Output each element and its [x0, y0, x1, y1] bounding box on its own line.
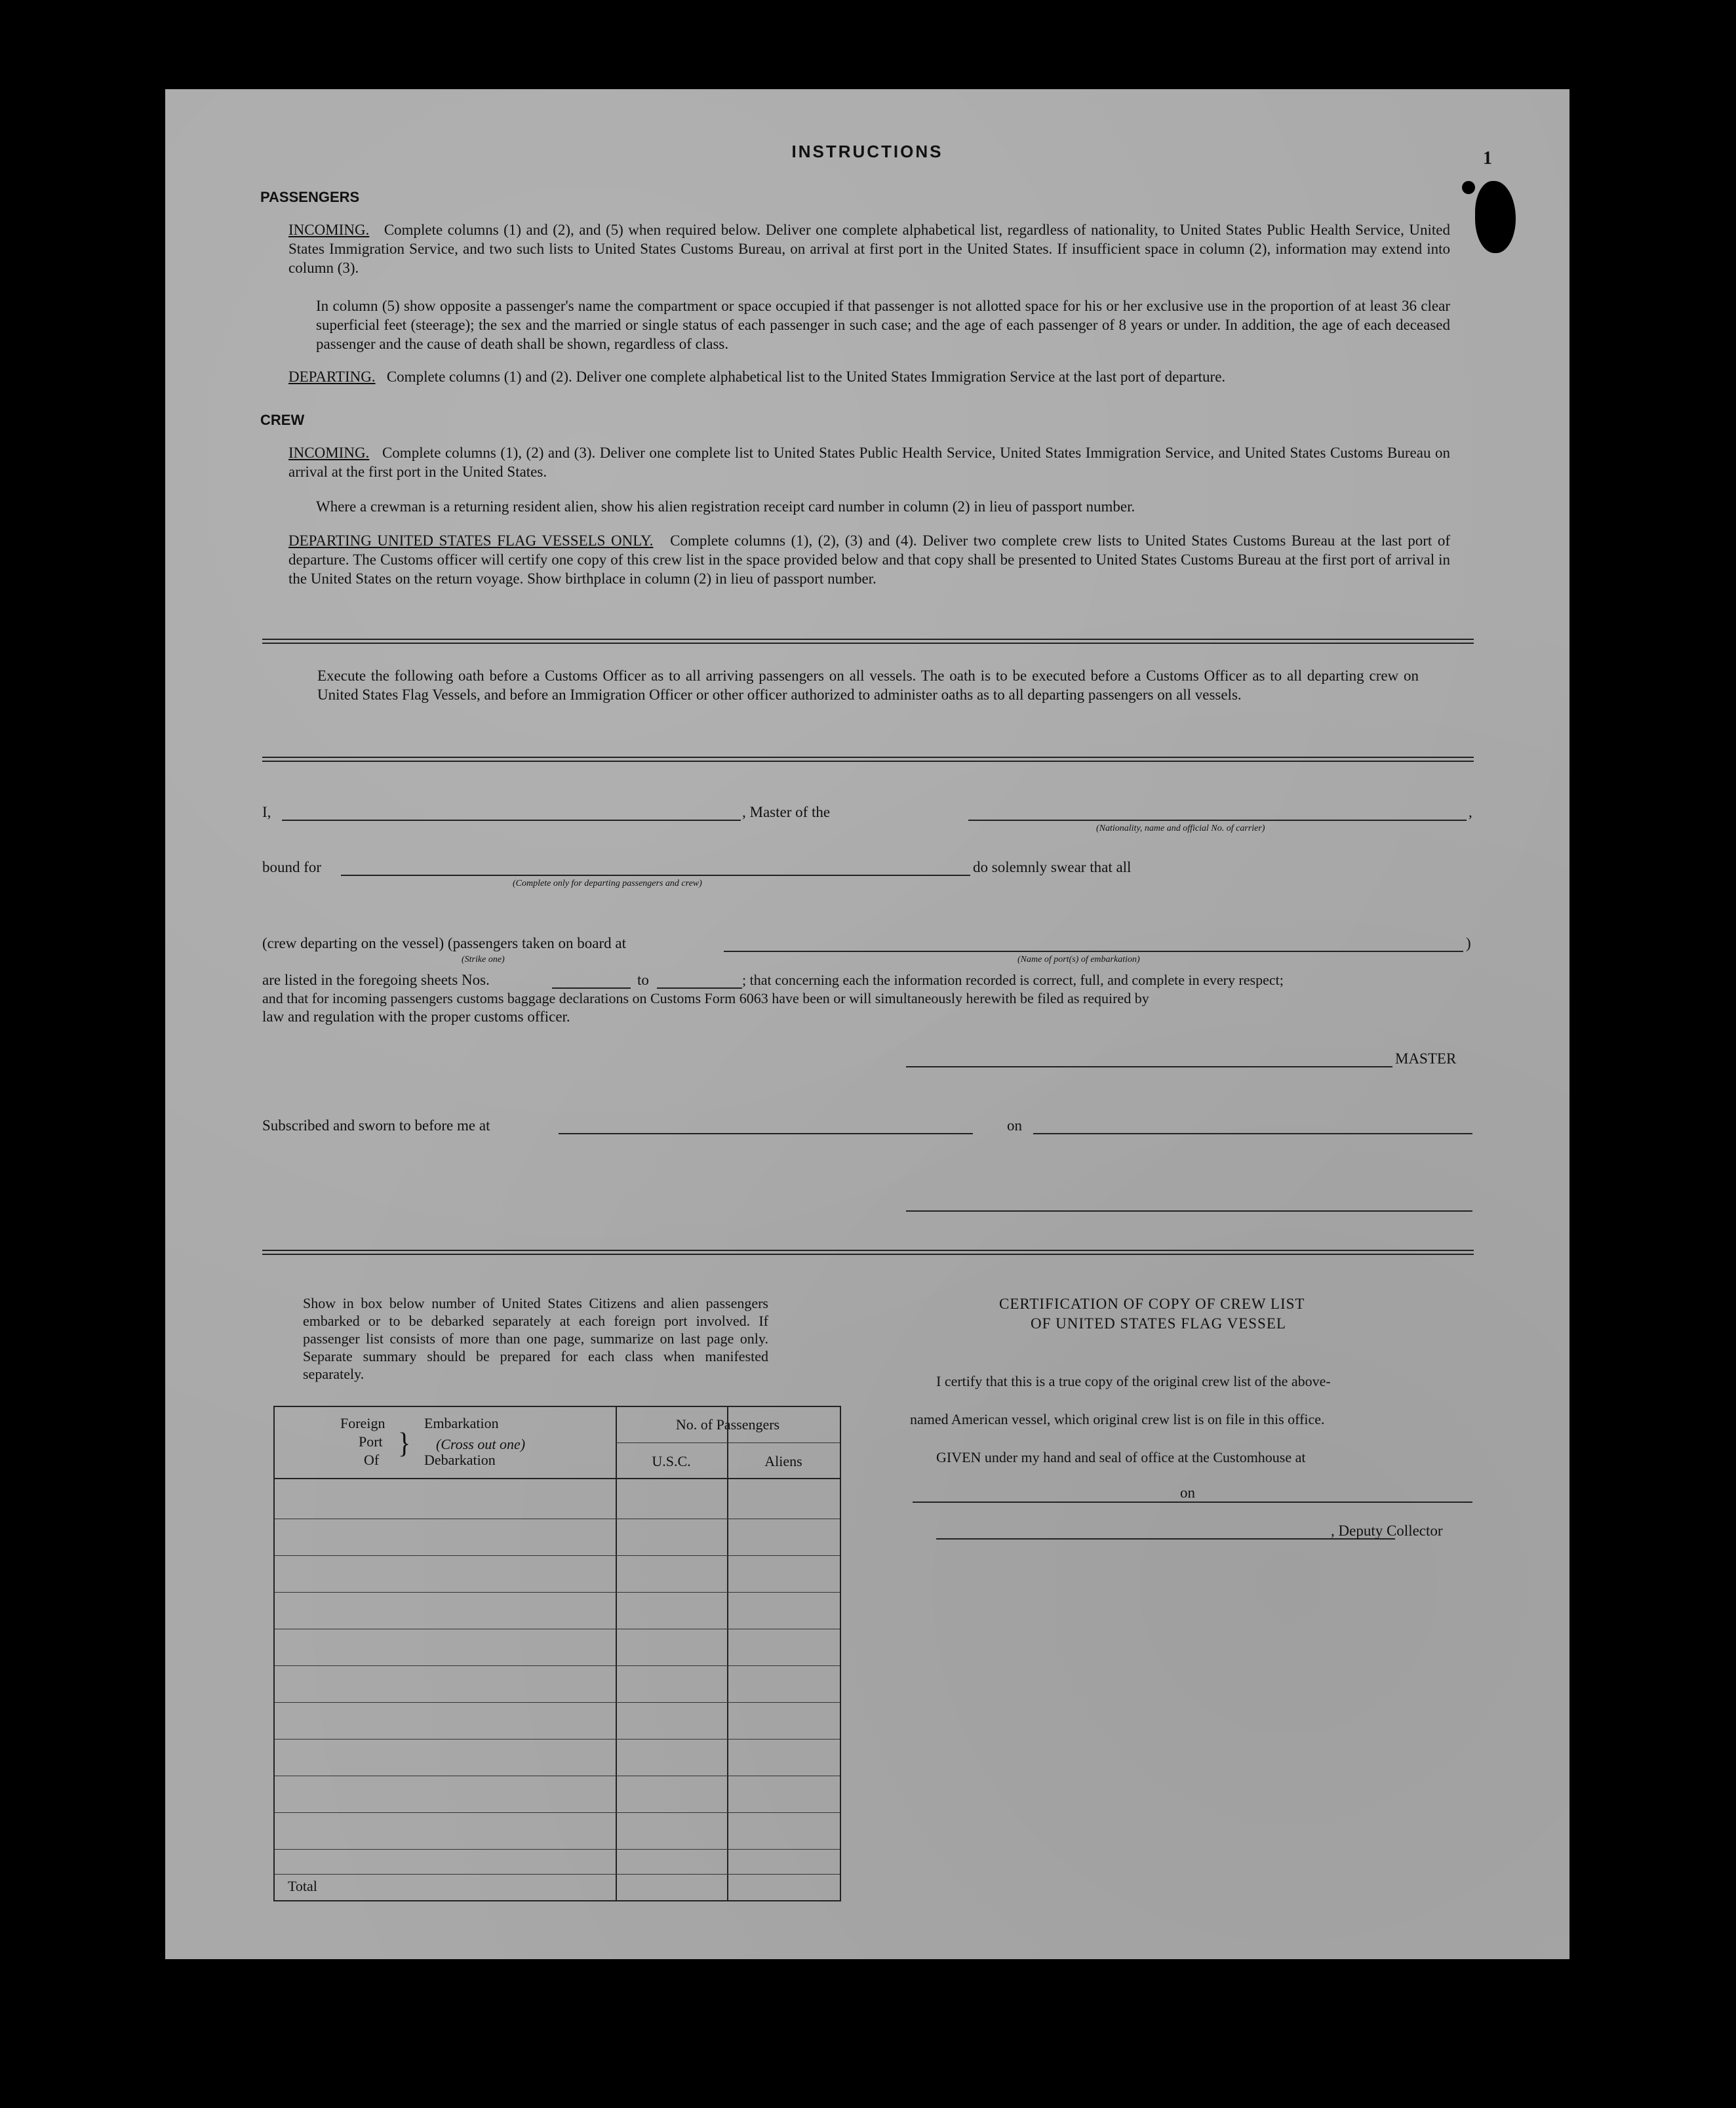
col-cross-out: (Cross out one)	[436, 1436, 526, 1452]
master-of-the-label: , Master of the	[742, 804, 831, 820]
master-signature-line[interactable]	[906, 1066, 1392, 1067]
listed-to-label: to	[637, 972, 649, 988]
ports-note: (Name of port(s) of embarkation)	[1017, 955, 1140, 965]
bound-for-label: bound for	[262, 859, 322, 875]
sworn-date-line[interactable]	[1033, 1133, 1472, 1134]
certification-line1: I certify that this is a true copy of the original crew list of the above-	[936, 1373, 1331, 1389]
officer-signature-line[interactable]	[906, 1210, 1472, 1212]
oath-instructions: Execute the following oath before a Customs Officer as to all arriving passengers on all vessels. The oath is to be executed before a Customs Officer as to all departing crew on United States Flag Vessels, and before an Immigration Officer or other officer authorized to administer oaths as to all departing passengers on all vessels.	[317, 667, 1419, 703]
crew-incoming: INCOMING. Complete columns (1), (2) and (3). Deliver one complete list to United States Public Health Service, United States Immigration Service, and United States Customs Bureau on arrival at the first port in the United States.	[288, 445, 1450, 480]
passengers-incoming: INCOMING. Complete columns (1) and (2), and (5) when required below. Deliver one complete alphabetical list, regardless of nationality, to United States Public Health Service, United States Immigration Service, and two such lists to United States Customs Bureau, on arrival at first port in the United States. If insufficient space in column (2), information may extend into column (3).	[288, 222, 1450, 276]
page-title: INSTRUCTIONS	[791, 142, 943, 161]
certification-title: CERTIFICATION OF COPY OF CREW LIST	[999, 1296, 1305, 1312]
swear-label: do solemnly swear that all	[973, 859, 1132, 875]
listed-label: are listed in the foregoing sheets Nos.	[262, 972, 490, 988]
oath-line2: and that for incoming passengers customs baggage declarations on Customs Form 6063 have been or will simultaneously herewith be filed as required by	[262, 990, 1149, 1006]
col-foreign: Foreign	[340, 1415, 385, 1431]
col-aliens: Aliens	[764, 1453, 802, 1469]
ports-line[interactable]	[724, 951, 1463, 952]
col-no-passengers: No. of Passengers	[675, 1416, 780, 1433]
certification-line2: named American vessel, which original crew list is on file in this office.	[910, 1411, 1325, 1427]
page-mark: 1	[1483, 148, 1492, 169]
certification-on-label: on	[1180, 1484, 1195, 1501]
col-port: Port	[359, 1433, 383, 1450]
total-label: Total	[288, 1878, 317, 1894]
listed-rest: ; that concerning each the information recorded is correct, full, and complete in every respect;	[742, 972, 1284, 988]
master-label: MASTER	[1395, 1050, 1457, 1067]
bound-for-line[interactable]	[341, 875, 970, 876]
crew-heading: CREW	[260, 412, 305, 428]
oath-divider	[262, 757, 1474, 762]
document-sheet: INSTRUCTIONS 1 PASSENGERS INCOMING. Complete columns (1) and (2), and (5) when required below. Deliver one complete alphabetical list, regardless of nationality, to United States Public Health Service, United States Immigration Service, and two such lists to United States Customs Bureau, on arrival at first port in the United States. If insufficient space in column (2), information may extend into column (3). In column (5) show opposite a passenger's name the compartment or space occupied if that passenger is not allotted space for his or her exclusive use in the proportion of at least 36 clear superficial feet (steerage); the sex and the married or single status of each passenger in such case; and the age of each passenger of 8 years or under. In addition, the age of each deceased passenger and the cause of death shall be shown, regardless of class. DEPARTING. Complete columns (1) and (2). Deliver one complete alphabetical list to the United States Immigration Service at the last port of departure. CREW INCOMING. Complete columns (1), (2) and (3). Deliver one complete list to United States Public Health Service, United States Immigration Service, and United States Customs Bureau on arrival at the first port in the United States. Where a crewman is a returning resident alien, show his alien registration receipt card number in column (2) in lieu of passport number. DEPARTING UNITED STATES FLAG VESSELS ONLY. Complete columns (1), (2), (3) and (4). Deliver two complete crew lists to United States Customs Bureau at the last port of departure. The Customs officer will certify one copy of this crew list in the space provided below and that copy shall be presented to United States Customs Bureau at the first port of arrival in the United States on the return voyage. Show birthplace in column (2) in lieu of passport number. Execute the following oath before a Customs Officer as to all arriving passengers on all vessels. The oath is to be executed before a Customs Officer as to all departing crew on United States Flag Vessels, and before an Immigration Officer or other officer authorized to administer oaths as to all departing passengers on all vessels. I, , Master of the , (Nationality, name and official No. of carrier) bound for do solemnly swear that all (Complete only for departing passengers and crew) (crew departing on the vessel) (passengers taken on board at ) (Strike one) (Name of port(s) of embarkation) are listed in the foregoing sheets Nos. to ; that concerning each the information recorded is correct, full, and complete in every respect; and that for incoming passengers customs baggage declarations on Customs Form 6063 have been or will simultaneously herewith be filed as required by law and regulation with the proper customs officer. MASTER Subscribed and sworn to before me at on Show in box below number of United States Citizens and alien passengers embarked or to be debarked separately at each foreign port involved. If passenger list consists of more than one page, summarize on last page only. Separate summary should be prepared for each class when manifested separately. Foreign Port Of } Embarkation (Cross out one) Debarkation No. of Passengers U.S.C. Aliens Total CERTIFICATION OF COPY OF CREW LIST OF UNITED STATES FLAG VESSEL I certify that this is a true copy of the original crew list of the above- named American vessel, which original crew list is on file in this office. GIVEN under my hand and seal of office at the Customhouse at on , Deputy Collector	[165, 89, 1569, 1959]
certification-divider	[262, 1250, 1474, 1255]
summary-instructions: Show in box below number of United States Citizens and alien passengers embarked or to be debarked separately at each foreign port involved. If passenger list consists of more than one page, summarize on last page only. Separate summary should be prepared for each class when manifested separately.	[303, 1295, 768, 1382]
crew-departing-label: (crew departing on the vessel) (passengers taken on board at	[262, 935, 626, 951]
passenger-summary-table: Foreign Port Of } Embarkation (Cross out one) Debarkation No. of Passengers U.S.C. Aliens Total	[273, 1406, 841, 1901]
master-name-line[interactable]	[282, 820, 741, 821]
carrier-note: (Nationality, name and official No. of carrier)	[1096, 824, 1265, 833]
oath-line3: law and regulation with the proper customs officer.	[262, 1008, 570, 1025]
bound-note: (Complete only for departing passengers and crew)	[513, 879, 702, 888]
certification-date-line[interactable]	[1208, 1501, 1472, 1503]
col-usc: U.S.C.	[652, 1453, 691, 1469]
passengers-incoming-column5: In column (5) show opposite a passenger's name the compartment or space occupied if that passenger is not allotted space for his or her exclusive use in the proportion of at least 36 clear superficial feet (steerage); the sex and the married or single status of each passenger in such case; and the age of each passenger of 8 years or under. In addition, the age of each deceased passenger and the cause of death shall be shown, regardless of class.	[316, 298, 1450, 352]
certification-subtitle: OF UNITED STATES FLAG VESSEL	[1031, 1315, 1286, 1332]
deputy-collector-label: , Deputy Collector	[1331, 1522, 1443, 1539]
given-label: GIVEN under my hand and seal of office at the Customhouse at	[936, 1449, 1306, 1465]
col-of: Of	[364, 1452, 380, 1468]
carrier-line[interactable]	[968, 820, 1467, 821]
sheet-to-line[interactable]	[657, 987, 742, 989]
passengers-departing: DEPARTING. Complete columns (1) and (2). Deliver one complete alphabetical list to the United States Immigration Service at the last port of departure.	[288, 368, 1226, 385]
col-debarkation: Debarkation	[424, 1452, 496, 1468]
sheet-from-line[interactable]	[552, 987, 631, 989]
strike-note: (Strike one)	[462, 955, 505, 965]
crew-departing: DEPARTING UNITED STATES FLAG VESSELS ONLY. Complete columns (1), (2), (3) and (4). Deliver two complete crew lists to United States Customs Bureau at the last port of departure. The Customs officer will certify one copy of this crew list in the space provided below and that copy shall be presented to United States Customs Bureau at the first port of arrival in the United States on the return voyage. Show birthplace in column (2) in lieu of passport number.	[288, 532, 1451, 587]
deputy-signature-line[interactable]	[936, 1538, 1395, 1540]
section-divider	[262, 639, 1474, 644]
sworn-place-line[interactable]	[559, 1133, 973, 1134]
passengers-heading: PASSENGERS	[260, 189, 360, 205]
col-embarkation: Embarkation	[424, 1415, 499, 1431]
oath-i-label: I,	[262, 804, 271, 820]
sworn-on-label: on	[1007, 1117, 1022, 1134]
subscribed-label: Subscribed and sworn to before me at	[262, 1117, 490, 1134]
ink-blot	[1475, 181, 1516, 253]
crew-resident-alien: Where a crewman is a returning resident alien, show his alien registration receipt card number in column (2) in lieu of passport number.	[316, 498, 1135, 515]
